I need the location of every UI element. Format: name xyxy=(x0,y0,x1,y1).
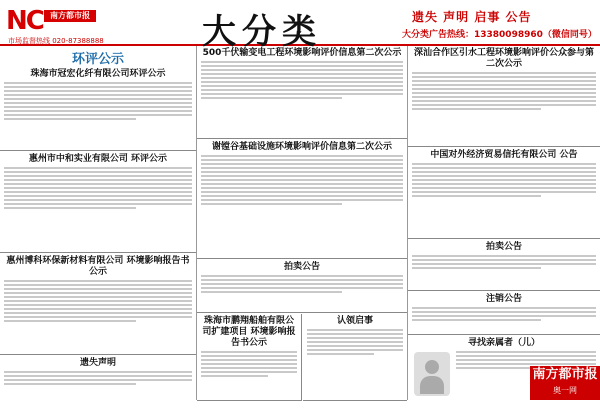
notice-body xyxy=(307,329,403,355)
notice-title: 认领启事 xyxy=(336,316,373,326)
notice-title: 寻找亲属者（儿） xyxy=(467,338,540,348)
notice-title: 拍卖公告 xyxy=(283,262,320,272)
notice-body xyxy=(201,61,403,99)
supervision-hotline: 市场监督热线 020-87388888 xyxy=(8,37,104,45)
notice-body xyxy=(201,155,403,205)
notice-title: 500千伏输变电工程环境影响评价信息第二次公示 xyxy=(202,48,402,58)
badge-brand: 南方都市报 xyxy=(532,367,598,382)
notice-title: 珠海市鹏翔船舶有限公司扩建项目 环境影响报告书公示 xyxy=(202,316,296,348)
notice-body xyxy=(4,167,192,209)
middle-column xyxy=(197,46,408,400)
notice-body xyxy=(201,275,403,293)
notice-box xyxy=(197,260,407,313)
notice-title: 谢镗谷基础设施环境影响评价信息第二次公示 xyxy=(211,142,392,152)
notice-body xyxy=(4,280,192,322)
notice-box xyxy=(0,356,196,400)
left-column xyxy=(0,46,197,400)
notice-body xyxy=(4,82,192,120)
notice-title: 拍卖公告 xyxy=(485,242,522,252)
notice-box xyxy=(408,148,600,239)
notice-box xyxy=(197,140,407,259)
notice-body xyxy=(201,351,297,377)
page-header xyxy=(0,0,600,52)
notice-box xyxy=(0,46,196,151)
notice-body xyxy=(4,371,192,385)
notice-box xyxy=(408,46,600,147)
newspaper-logo xyxy=(6,6,104,45)
notice-box xyxy=(303,314,407,401)
notice-body xyxy=(412,163,596,197)
notice-title: 珠海市冠宏化纤有限公司环评公示 xyxy=(30,69,166,79)
newspaper-badge xyxy=(530,366,600,409)
logo-brand: 南方都市报 xyxy=(44,10,96,22)
notice-box xyxy=(408,292,600,335)
notice-body xyxy=(412,72,596,110)
notice-box xyxy=(0,254,196,355)
page-title: 大分类 xyxy=(202,12,322,52)
notice-title: 深汕合作区引水工程环境影响评价公众参与第二次公示 xyxy=(413,48,594,69)
notice-box xyxy=(408,240,600,291)
notice-title: 注销公告 xyxy=(485,294,522,304)
notice-title: 遗失声明 xyxy=(79,358,116,368)
notice-title: 惠州博科环保新材料有限公司 环境影响报告书公示 xyxy=(6,256,190,277)
notice-box xyxy=(197,314,302,401)
badge-sub: 奥一网 oeeee.com xyxy=(542,386,588,409)
notice-box xyxy=(197,46,407,139)
section-title: 环评公示 xyxy=(71,52,124,67)
notice-title: 惠州市中和实业有限公司 环评公示 xyxy=(28,154,168,164)
logo-mark: NC xyxy=(6,6,43,36)
ad-hotline: 大分类广告热线：13380098960（微信同号） xyxy=(402,30,597,40)
notice-body xyxy=(412,307,596,321)
notice-box xyxy=(0,152,196,253)
missing-person-photo xyxy=(414,352,450,396)
notice-title: 中国对外经济贸易信托有限公司 公告 xyxy=(430,150,578,160)
header-slogan: 遗失 声明 启事 公告 xyxy=(412,10,532,24)
notice-body xyxy=(412,255,596,269)
right-column xyxy=(408,46,600,409)
